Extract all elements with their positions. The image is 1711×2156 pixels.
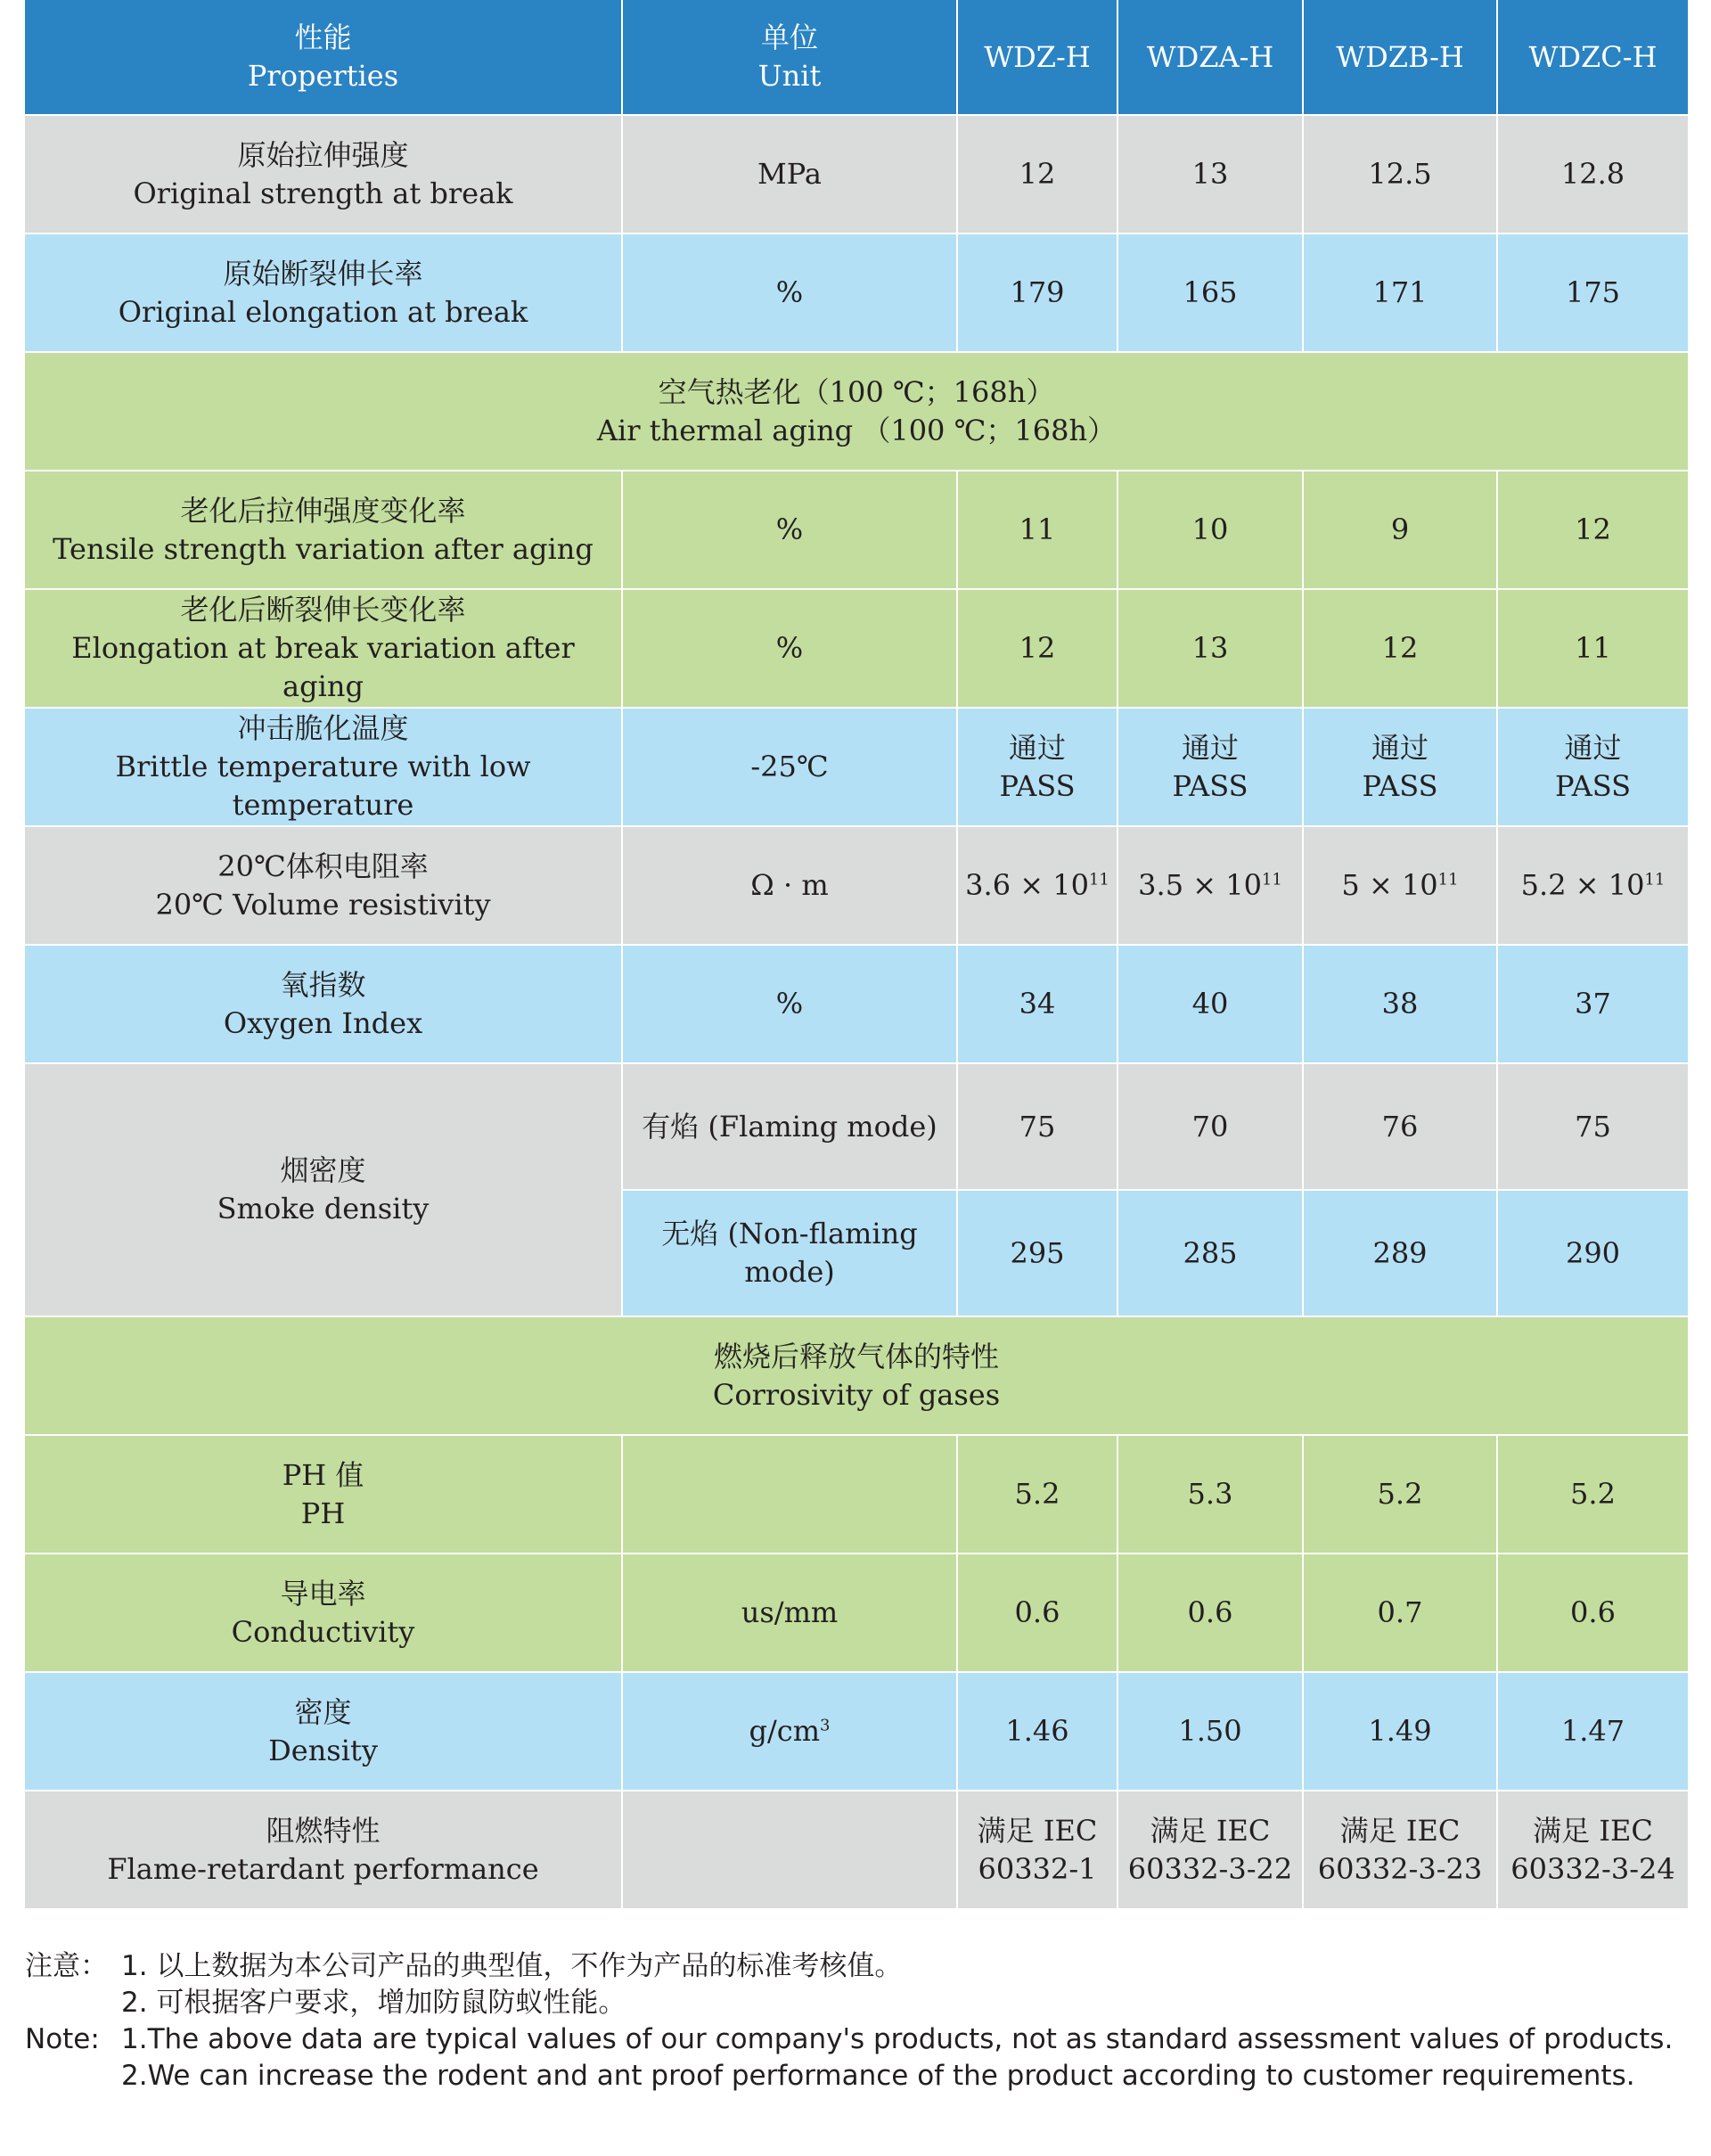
value-cell: 满足 IEC 60332-3-24 [1497, 1791, 1688, 1909]
value-cell: 289 [1303, 1190, 1497, 1316]
value-cell: 12.5 [1303, 115, 1497, 234]
value-cell: 1.46 [957, 1672, 1117, 1791]
note-line [25, 2058, 1700, 2095]
property-cell: PH 值 PH [25, 1435, 622, 1553]
unit-cell [622, 1791, 957, 1909]
property-cell: 20℃体积电阻率 20℃ Volume resistivity [25, 826, 622, 945]
value-cell: 76 [1303, 1063, 1497, 1190]
section-heading-aging: 空气热老化（100 ℃；168h） Air thermal aging （100 ℃；168h） [25, 352, 1688, 471]
property-cell: 原始拉伸强度 Original strength at break [25, 115, 622, 234]
table-row-ph [25, 1435, 1688, 1553]
value-cell: 0.7 [1303, 1553, 1497, 1672]
value-cell: 75 [957, 1063, 1117, 1190]
header-model: WDZA-H [1117, 0, 1303, 115]
header-model: WDZB-H [1303, 0, 1497, 115]
value-cell: 12.8 [1497, 115, 1688, 234]
property-cell: 原始断裂伸长率 Original elongation at break [25, 234, 622, 352]
value-cell: 通过 PASS [1117, 708, 1303, 826]
section-row-aging [25, 352, 1688, 471]
notes-section [25, 1948, 1700, 2095]
unit-cell: 无焰 (Non-flaming mode) [622, 1190, 957, 1316]
property-cell: 冲击脆化温度 Brittle temperature with low temperature [25, 708, 622, 826]
value-cell: 通过 PASS [957, 708, 1117, 826]
property-cell: 烟密度 Smoke density [25, 1063, 622, 1316]
properties-table-wrapper [25, 0, 1688, 1910]
value-cell: 12 [1497, 471, 1688, 589]
unit-cell: % [622, 945, 957, 1063]
table-row-brittle-temp [25, 708, 1688, 826]
value-cell: 34 [957, 945, 1117, 1063]
value-cell: 1.47 [1497, 1672, 1688, 1791]
value-cell: 满足 IEC 60332-1 [957, 1791, 1117, 1909]
value-cell: 11 [1497, 589, 1688, 708]
unit-cell: -25℃ [622, 708, 957, 826]
header-model: WDZC-H [1497, 0, 1688, 115]
header-unit: 单位 Unit [622, 0, 957, 115]
value-cell: $3.5 \times 10^{11}$ [1117, 826, 1303, 945]
table-row-elongation-variation [25, 589, 1688, 708]
property-cell: 老化后断裂伸长变化率 Elongation at break variation after aging [25, 589, 622, 708]
value-cell: 70 [1117, 1063, 1303, 1190]
value-cell: 5.2 [1303, 1435, 1497, 1553]
unit-cell: % [622, 589, 957, 708]
value-cell: 5.3 [1117, 1435, 1303, 1553]
value-cell: 12 [1303, 589, 1497, 708]
value-cell: 5.2 [957, 1435, 1117, 1553]
value-cell: 40 [1117, 945, 1303, 1063]
note-label-en: Note: [25, 2023, 100, 2055]
value-cell: 285 [1117, 1190, 1303, 1316]
table-row-oxygen-index [25, 945, 1688, 1063]
property-cell: 导电率 Conductivity [25, 1553, 622, 1672]
value-cell: $5.2 \times 10^{11}$ [1497, 826, 1688, 945]
unit-cell: Ω · m [622, 826, 957, 945]
value-cell: 0.6 [957, 1553, 1117, 1672]
unit-cell: us/mm [622, 1553, 957, 1672]
value-cell: 12 [957, 115, 1117, 234]
value-cell: 290 [1497, 1190, 1688, 1316]
value-cell: 171 [1303, 234, 1497, 352]
note-label-cn: 注意： [25, 1950, 108, 1982]
table-row-volume-resistivity [25, 826, 1688, 945]
section-row-gas [25, 1316, 1688, 1435]
value-cell: 通过 PASS [1497, 708, 1688, 826]
note-line [25, 2021, 1700, 2058]
unit-cell: MPa [622, 115, 957, 234]
table-row-tensile-variation [25, 471, 1688, 589]
section-heading-gas: 燃烧后释放气体的特性 Corrosivity of gases [25, 1316, 1688, 1435]
table-row-conductivity [25, 1553, 1688, 1672]
value-cell: 1.49 [1303, 1672, 1497, 1791]
note-line [25, 1948, 1700, 1985]
value-cell: $3.6 \times 10^{11}$ [957, 826, 1117, 945]
value-cell: 0.6 [1117, 1553, 1303, 1672]
unit-cell [622, 1435, 957, 1553]
value-cell: 10 [1117, 471, 1303, 589]
properties-table [25, 0, 1688, 1910]
note-text: 2.We can increase the rodent and ant proof performance of the product according to customer requirements. [121, 2060, 1635, 2092]
value-cell: 179 [957, 234, 1117, 352]
value-cell: 37 [1497, 945, 1688, 1063]
header-row [25, 0, 1688, 115]
value-cell: 满足 IEC 60332-3-23 [1303, 1791, 1497, 1909]
note-text: 1. 以上数据为本公司产品的典型值，不作为产品的标准考核值。 [121, 1950, 903, 1982]
table-row-smoke-flaming [25, 1063, 1688, 1190]
value-cell: 通过 PASS [1303, 708, 1497, 826]
note-text: 2. 可根据客户要求，增加防鼠防蚁性能。 [121, 1987, 626, 2019]
property-cell: 老化后拉伸强度变化率 Tensile strength variation after aging [25, 471, 622, 589]
unit-cell: % [622, 471, 957, 589]
value-cell: 满足 IEC 60332-3-22 [1117, 1791, 1303, 1909]
table-row-orig-strength [25, 115, 1688, 234]
value-cell: 75 [1497, 1063, 1688, 1190]
value-cell: 11 [957, 471, 1117, 589]
unit-cell: % [622, 234, 957, 352]
header-model: WDZ-H [957, 0, 1117, 115]
value-cell: 5.2 [1497, 1435, 1688, 1553]
property-cell: 阻燃特性 Flame-retardant performance [25, 1791, 622, 1909]
property-cell: 氧指数 Oxygen Index [25, 945, 622, 1063]
header-properties: 性能 Properties [25, 0, 622, 115]
table-row-orig-elongation [25, 234, 1688, 352]
table-row-density [25, 1672, 1688, 1791]
value-cell: $5 \times 10^{11}$ [1303, 826, 1497, 945]
value-cell: 38 [1303, 945, 1497, 1063]
table-row-flame-retardant [25, 1791, 1688, 1909]
unit-cell: $g/cm^3$ [622, 1672, 957, 1791]
note-text: 1.The above data are typical values of our company's products, not as standard assessment values of products. [121, 2023, 1674, 2055]
value-cell: 13 [1117, 115, 1303, 234]
value-cell: 295 [957, 1190, 1117, 1316]
value-cell: 12 [957, 589, 1117, 708]
property-cell: 密度 Density [25, 1672, 622, 1791]
value-cell: 13 [1117, 589, 1303, 708]
value-cell: 1.50 [1117, 1672, 1303, 1791]
unit-cell: 有焰 (Flaming mode) [622, 1063, 957, 1190]
value-cell: 175 [1497, 234, 1688, 352]
value-cell: 0.6 [1497, 1553, 1688, 1672]
value-cell: 9 [1303, 471, 1497, 589]
value-cell: 165 [1117, 234, 1303, 352]
note-line [25, 1985, 1700, 2021]
